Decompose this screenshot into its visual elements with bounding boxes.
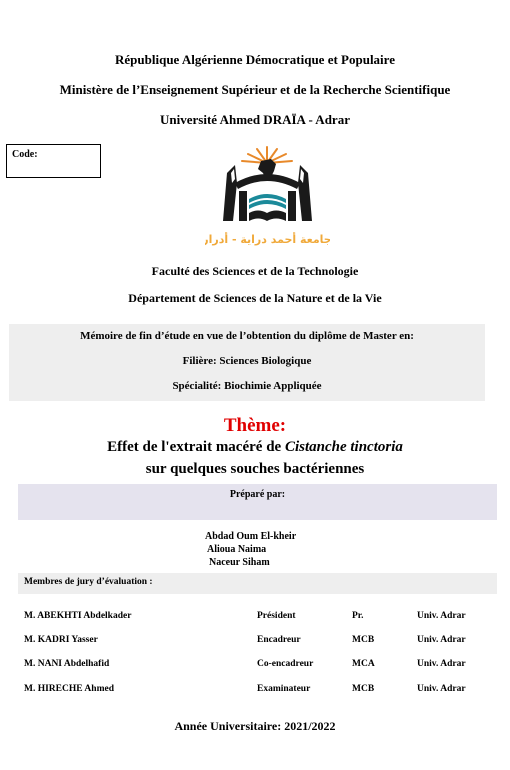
jury-name: M. NANI Abdelhafid <box>24 659 110 669</box>
filiere-line: Filière: Sciences Biologique <box>182 355 312 367</box>
prepared-by-label: Préparé par: <box>229 489 286 500</box>
header-ministry: Ministère de l’Enseignement Supérieur et de la Recherche Scientifique <box>59 82 451 97</box>
prepared-band <box>18 484 497 520</box>
university-logo <box>205 143 330 251</box>
jury-univ: Univ. Adrar <box>417 635 466 645</box>
jury-row <box>0 659 510 673</box>
jury-name: M. KADRI Yasser <box>24 635 98 645</box>
theme-title-line1 <box>0 439 510 456</box>
jury-heading-text: Membres de jury d’évaluation : <box>24 577 153 587</box>
jury-grade: Pr. <box>352 611 364 621</box>
jury-name: M. HIRECHE Ahmed <box>24 684 114 694</box>
university-logo-icon <box>205 143 330 251</box>
student-3: Naceur Siham <box>209 557 270 568</box>
jury-name: M. ABEKHTI Abdelkader <box>24 611 132 621</box>
jury-univ: Univ. Adrar <box>417 611 466 621</box>
memoire-line: Mémoire de fin d’étude en vue de l’obtention du diplôme de Master en: <box>80 330 414 342</box>
logo-arabic-text: جامعة أحمد دراية - أدرار <box>205 233 330 246</box>
specialite-line: Spécialité: Biochimie Appliquée <box>172 380 322 392</box>
department-name: Département de Sciences de la Nature et de la Vie <box>128 291 382 305</box>
jury-univ: Univ. Adrar <box>417 684 466 694</box>
theme-title-prefix: Effet de l'extrait macéré de <box>107 439 285 455</box>
jury-grade: MCA <box>352 659 375 669</box>
memoire-band <box>9 324 485 401</box>
student-1: Abdad Oum El-kheir <box>205 531 297 542</box>
code-label: Code: <box>12 149 38 160</box>
code-box <box>6 144 101 178</box>
jury-role: Co-encadreur <box>257 659 314 669</box>
jury-row <box>0 635 510 649</box>
jury-univ: Univ. Adrar <box>417 659 466 669</box>
jury-role: Encadreur <box>257 635 301 645</box>
jury-row <box>0 684 510 698</box>
header-republic: République Algérienne Démocratique et Populaire <box>115 52 395 67</box>
jury-role: Examinateur <box>257 684 311 694</box>
jury-heading <box>18 573 497 594</box>
jury-grade: MCB <box>352 635 375 645</box>
faculty-name: Faculté des Sciences et de la Technologie <box>151 264 359 278</box>
jury-grade: MCB <box>352 684 375 694</box>
student-2: Alioua Naima <box>207 544 267 555</box>
jury-row <box>0 611 510 625</box>
jury-role: Président <box>257 611 296 621</box>
theme-title-line2: sur quelques souches bactériennes <box>145 461 365 477</box>
theme-species: Cistanche tinctoria <box>284 439 403 455</box>
theme-label: Thème: <box>223 415 287 436</box>
header-university: Université Ahmed DRAÏA - Adrar <box>160 112 350 127</box>
academic-year: Année Universitaire: 2021/2022 <box>174 719 336 733</box>
